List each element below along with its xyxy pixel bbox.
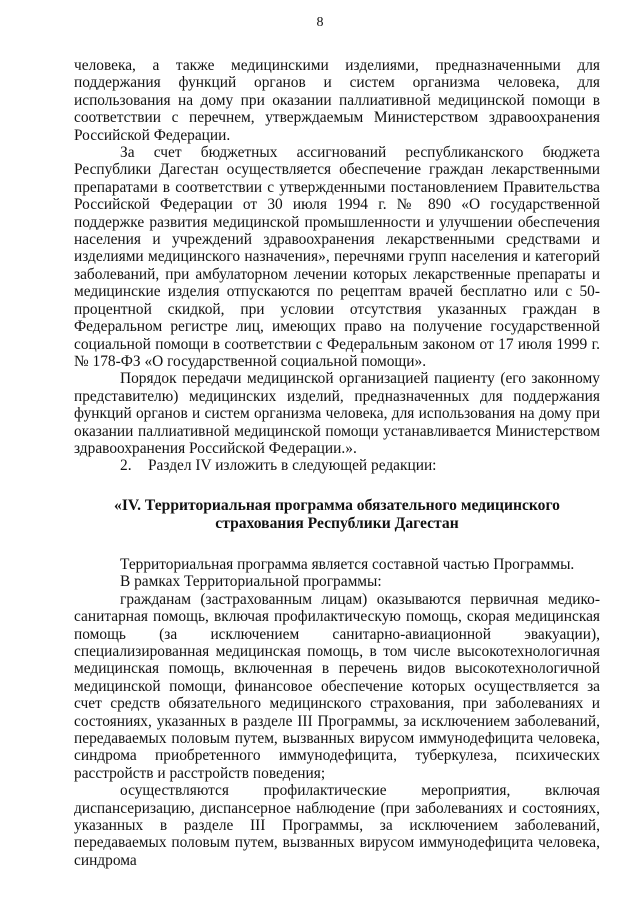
paragraph-program-part: Территориальная программа является составной частью Программы. xyxy=(120,555,575,573)
paragraph-within-program: В рамках Территориальной программы: xyxy=(120,573,382,591)
paragraph-budget-allocations: За счет бюджетных ассигнований республиканского бюджета Республики Дагестан осуществляется обеспечение граждан лекарственными препаратами в соответствии с утвержденными постановлением Правительства Российской Федерации от 30 июля 1994 г. № 890 «О государственной поддержке развития медицинской промышленности и улучшении обеспечения населения и учреждений здравоохранения лекарственными средствами и изделиями медицинского назначения», перечнями групп населения и категорий заболеваний, при амбулаторном лечении которых лекарственные препараты и медицинские изделия отпускаются по рецептам врачей бесплатно или с 50-процентной скидкой, при условии отсутствия указанных граждан в Федеральном регистре лиц, имеющих право на получение государственной социальной помощи в соответствии с Федеральным законом от 17 июля 1999 г. № 178-ФЗ «О государственной социальной помощи». xyxy=(74,144,600,370)
paragraph-preventive-measures: осуществляются профилактические мероприятия, включая диспансеризацию, диспансерное наблюдение (при заболеваниях и состояниях, указанных в разделе III Программы, за исключением заболеваний, передаваемых половым путем, вызванных вирусом иммунодефицита человека, синдрома xyxy=(74,782,600,869)
paragraph-citizens-care: гражданам (застрахованным лицам) оказываются первичная медико-санитарная помощь, включая профилактическую помощь, скорая медицинская помощь (за исключением санитарно-авиационной эвакуации), специализированная медицинская помощь, в том числе высокотехнологичная медицинская помощь, включенная в перечень видов высокотехнологичной медицинской помощи, финансовое обеспечение которых осуществляется за счет средств обязательного медицинского страхования, при заболеваниях и состояниях, указанных в разделе III Программы, за исключением заболеваний, передаваемых половым путем, вызванных вирусом иммунодефицита человека, синдрома приобретенного иммунодефицита, туберкулеза, психических расстройств и расстройств поведения; xyxy=(74,590,600,782)
paragraph-transfer-procedure: Порядок передачи медицинской организацией пациенту (его законному представителю) медицинских изделий, предназначенных для поддержания функций органов и систем организма человека, для использования на дому при оказании паллиативной медицинской помощи устанавливается Министерством здравоохранения Российской Федерации.». xyxy=(74,370,600,457)
item-number: 2. xyxy=(120,457,132,475)
document-body xyxy=(74,57,600,869)
page-number: 8 xyxy=(316,15,324,30)
paragraph-continuation: человека, а также медицинскими изделиями, предназначенными для поддержания функций органов и систем организма человека, для использования на дому при оказании паллиативной медицинской помощи в соответствии с перечнем, утверждаемым Министерством здравоохранения Российской Федерации. xyxy=(74,57,600,144)
section-heading: «IV. Территориальная программа обязательного медицинского страхования Республики Дагестан xyxy=(114,496,560,533)
item-text: Раздел IV изложить в следующей редакции: xyxy=(148,457,437,475)
amendment-item xyxy=(74,457,600,474)
